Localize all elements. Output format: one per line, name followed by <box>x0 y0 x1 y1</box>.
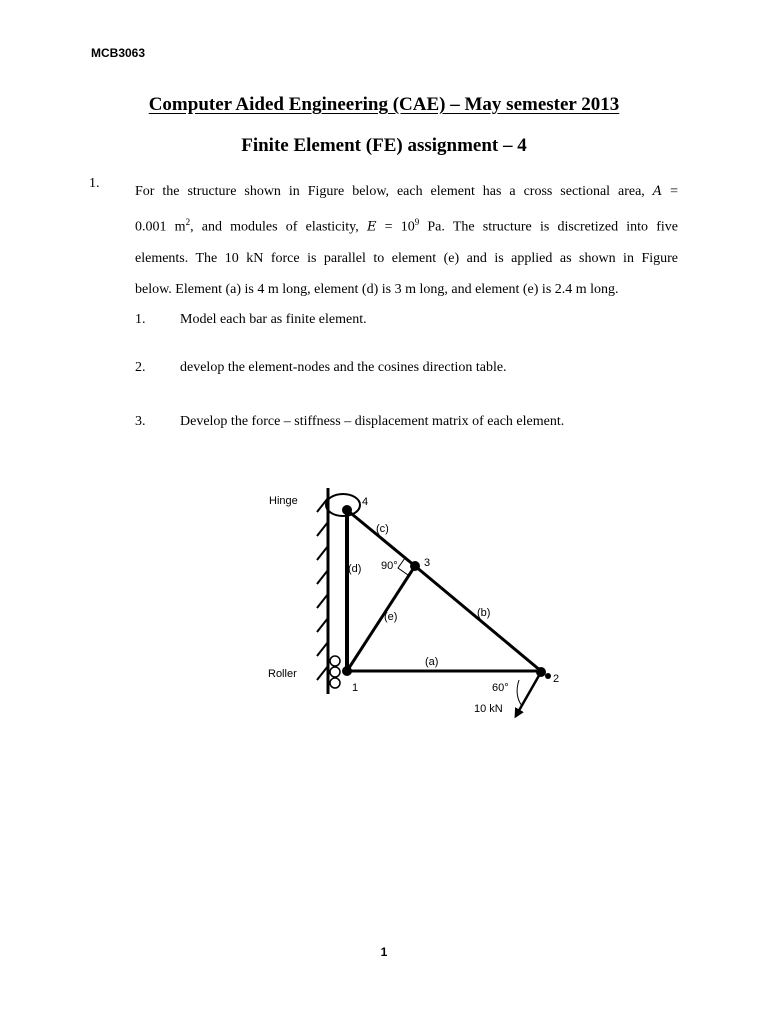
load-label: 10 kN <box>474 703 503 715</box>
element-label-c: (c) <box>376 523 389 535</box>
element-label-e: (e) <box>384 611 398 623</box>
load-arrow <box>517 672 541 714</box>
wall <box>317 488 328 694</box>
angle-label-90: 90° <box>381 560 398 572</box>
question-text: For the structure shown in Figure below, each element has a cross sectional area, A = 0.001 $m^2$, and modules of elasticity, $E = 10^9$ Pa. The structure is discretized into five elements. The 10 kN force is parallel to element (e) and is applied as shown in Figure below. Element (a) is 4 m long, element (d) is 3 m long, and element (e) is 2.4 m long. <box>135 184 679 297</box>
element-e <box>347 566 415 671</box>
element-label-d: (d) <box>348 563 362 575</box>
angle-label-60: 60° <box>492 682 509 694</box>
question-number: 1. <box>89 176 100 191</box>
roller-support <box>330 656 340 688</box>
node-3 <box>410 561 420 571</box>
node-label-3: 3 <box>424 557 431 569</box>
main-title: Computer Aided Engineering (CAE) – May semester 2013 <box>148 94 620 115</box>
node-1 <box>342 666 352 676</box>
node-label-1: 1 <box>352 682 359 694</box>
page-number: 1 <box>380 945 388 959</box>
roller-label: Roller <box>268 668 297 680</box>
element-label-a: (a) <box>425 656 439 668</box>
element-c <box>347 510 415 566</box>
node-label-4: 4 <box>362 496 369 508</box>
assignment-title: Finite Element (FE) assignment – 4 <box>241 135 527 156</box>
node-4 <box>342 505 352 515</box>
hinge-label: Hinge <box>269 495 298 507</box>
element-label-b: (b) <box>477 607 491 619</box>
load-angle-arc <box>517 680 522 706</box>
node-label-2: 2 <box>553 673 560 685</box>
course-code: MCB3063 <box>91 46 146 60</box>
